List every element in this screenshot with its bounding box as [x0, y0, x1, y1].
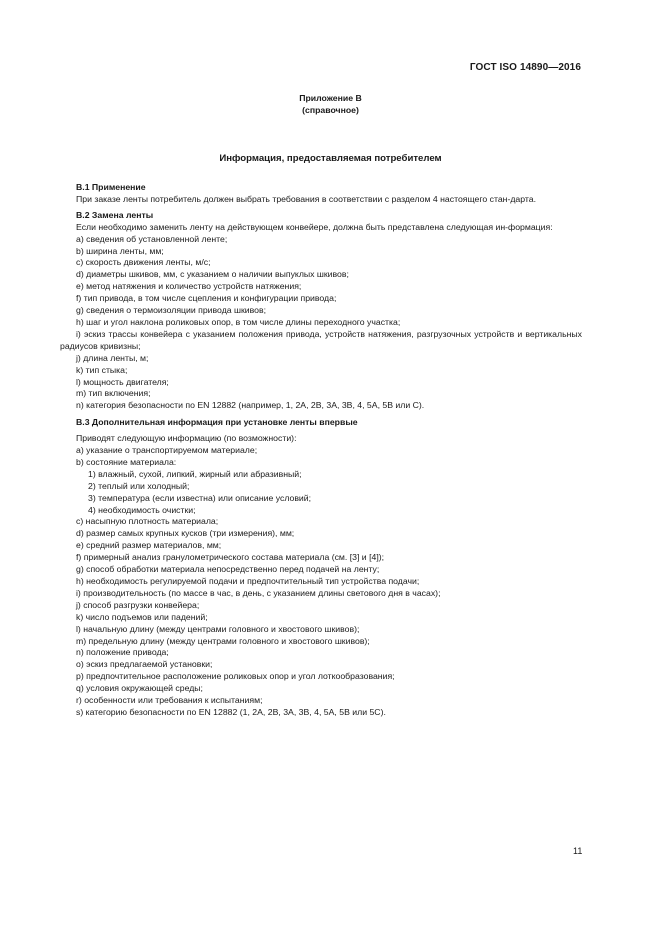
annex-title: Приложение В — [299, 93, 362, 103]
list-item: e) метод натяжения и количество устройств натяжения; — [76, 281, 302, 292]
list-item: p) предпочтительное расположение роликовых опор и угол лоткообразования; — [76, 671, 395, 682]
sub-list-item: 1) влажный, сухой, липкий, жирный или абразивный; — [88, 468, 302, 479]
annex-heading — [0, 92, 661, 116]
list-item: n) категория безопасности по EN 12882 (например, 1, 2А, 2В, 3А, 3В, 4, 5А, 5В или С). — [76, 400, 425, 411]
list-item: c) насыпную плотность материала; — [76, 516, 219, 527]
section-heading-b2: В.2 Замена ленты — [76, 209, 154, 220]
list-item: q) условия окружающей среды; — [76, 683, 203, 694]
list-item: k) число подъемов или падений; — [76, 611, 208, 622]
list-item: h) шаг и угол наклона роликовых опор, в том числе длины переходного участка; — [76, 316, 401, 327]
list-item: e) средний размер материалов, мм; — [76, 540, 222, 551]
section-heading-b3: В.3 Дополнительная информация при установке ленты впервые — [76, 417, 358, 428]
list-item: d) размер самых крупных кусков (три измерения), мм; — [76, 528, 295, 539]
annex-subtitle: (справочное) — [302, 105, 359, 115]
list-item: h) необходимость регулируемой подачи и предпочтительный тип устройства подачи; — [76, 576, 420, 586]
list-item: i) производительность (по массе в час, в день, с указанием длины светового дня в часах); — [76, 587, 441, 598]
list-item: l) начальную длину (между центрами головного и хвостового шкивов); — [76, 623, 360, 634]
list-item: g) способ обработки материала непосредственно перед подачей на ленту; — [76, 564, 380, 575]
list-item: m) предельную длину (между центрами головного и хвостового шкивов); — [76, 635, 370, 646]
list-item: s) категорию безопасности по EN 12882 (1, 2А, 2В, 3А, 3В, 4, 5А, 5В или 5С). — [76, 706, 386, 717]
section-b3-intro: Приводят следующую информацию (по возможности): — [76, 433, 297, 444]
list-item: m) тип включения; — [76, 388, 151, 399]
list-item: n) положение привода; — [76, 647, 169, 658]
list-item: j) способ разгрузки конвейера; — [76, 599, 200, 610]
list-item: l) мощность двигателя; — [76, 376, 169, 387]
document-code: ГОСТ ISO 14890—2016 — [469, 62, 581, 73]
document-body — [60, 182, 582, 719]
sub-list-item: 2) теплый или холодный; — [88, 480, 190, 491]
list-item: a) сведения об установленной ленте; — [76, 233, 228, 244]
list-item: r) особенности или требования к испытаниям; — [76, 695, 263, 706]
list-item: f) примерный анализ гранулометрического состава материала (см. [3] и [4]); — [76, 552, 385, 563]
sub-list-item: 4) необходимость очистки; — [88, 504, 196, 515]
list-item: c) скорость движения ленты, м/с; — [76, 257, 211, 268]
list-item: d) диаметры шкивов, мм, с указанием о наличии выпуклых шкивов; — [76, 269, 349, 280]
list-item: b) ширина ленты, мм; — [76, 245, 164, 256]
list-item: a) указание о транспортируемом материале; — [76, 445, 258, 456]
list-item: b) состояние материала: — [76, 456, 177, 467]
list-item: o) эскиз предлагаемой установки; — [76, 659, 213, 670]
sub-list-item: 3) температура (если известна) или описание условий; — [88, 492, 312, 503]
list-item: j) длина ленты, м; — [76, 352, 149, 363]
page-number: 11 — [573, 846, 583, 856]
section-b2-list — [60, 234, 582, 413]
list-item: f) тип привода, в том числе сцепления и конфигурации привода; — [76, 293, 337, 304]
main-title: Информация, предоставляемая потребителем — [219, 153, 442, 164]
list-item: i) эскиз трассы конвейера с указанием положения привода, устройств натяжения, разгрузочных устройств и вертикальных радиусов кривизны; — [60, 328, 582, 351]
list-item: k) тип стыка; — [76, 364, 128, 375]
section-b1-text: При заказе ленты потребитель должен выбрать требования в соответствии с разделом 4 настоящего стан-дарта. — [76, 193, 537, 204]
section-b3-list — [60, 445, 582, 719]
section-b2-intro: Если необходимо заменить ленту на действующем конвейере, должна быть представлена следующая ин-формация: — [76, 221, 553, 232]
section-heading-b1: В.1 Применение — [76, 182, 146, 192]
list-item: g) сведения о термоизоляции привода шкивов; — [76, 305, 267, 316]
